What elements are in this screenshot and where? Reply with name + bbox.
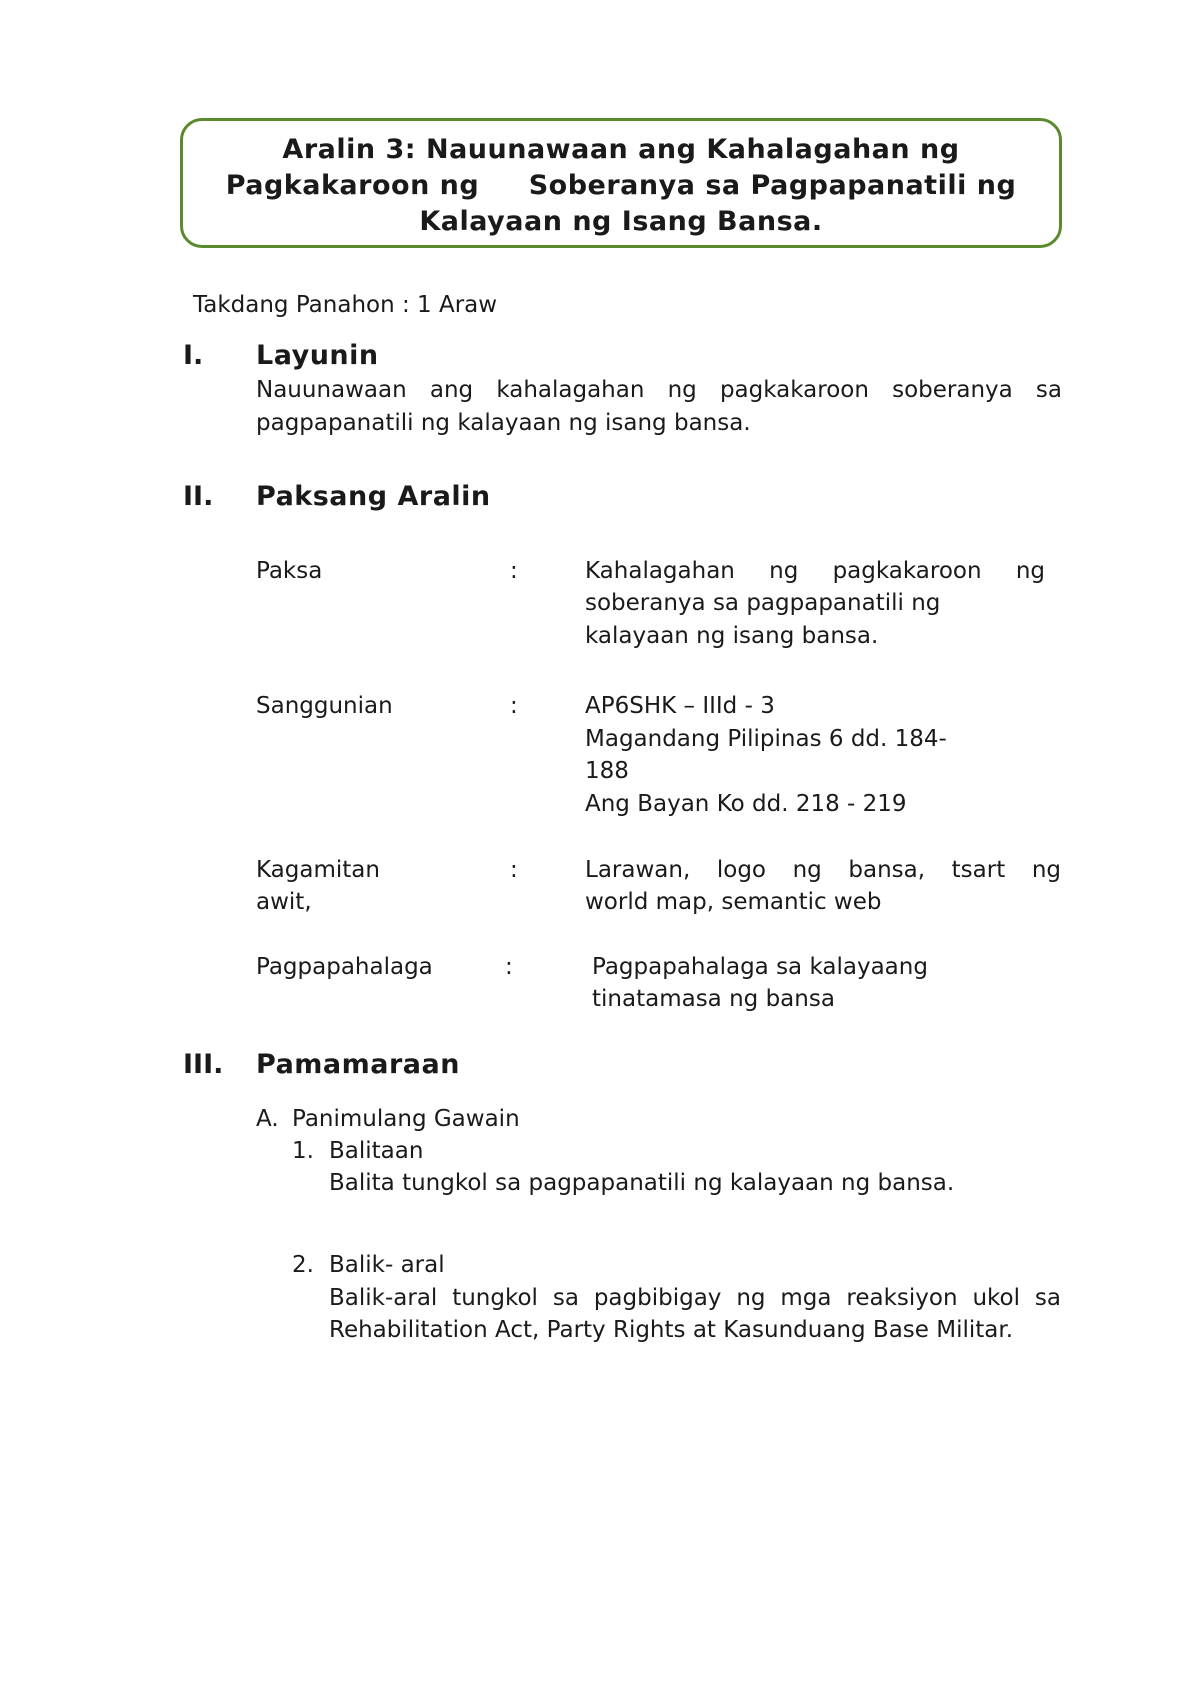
paksa-value-line-3: kalayaan ng isang bansa. [585,623,879,649]
pagpapahalaga-colon: : [505,954,513,980]
sanggunian-colon: : [510,693,518,719]
time-allotment: Takdang Panahon : 1 Araw [193,292,498,318]
kagamitan-value-line-1: Larawan, logo ng bansa, tsart ng [585,857,1061,883]
paksa-label: Paksa [256,558,323,584]
item-2-title: Balik- aral [329,1252,445,1278]
section-2-heading: Paksang Aralin [256,481,491,512]
paksa-colon: : [510,558,518,584]
kagamitan-label-line-2: awit, [256,889,312,915]
lesson-title-line-1: Aralin 3: Nauunawaan ang Kahalagahan ng [282,134,960,165]
sanggunian-label: Sanggunian [256,693,393,719]
sanggunian-value-line-1: AP6SHK – IIId - 3 [585,693,775,719]
item-1-title: Balitaan [329,1138,424,1164]
item-2-marker: 2. [292,1252,314,1278]
objective-line-2: pagpapanatili ng kalayaan ng isang bansa. [256,410,751,436]
lesson-title-line-3: Kalayaan ng Isang Bansa. [419,206,823,237]
item-2-description-line-1: Balik-aral tungkol sa pagbibigay ng mga reaksiyon ukol sa [329,1285,1061,1311]
subsection-a-marker: A. [256,1106,279,1132]
section-3-numeral: III. [183,1049,224,1080]
paksa-value-line-2: soberanya sa pagpapanatili ng [585,590,941,616]
kagamitan-label: Kagamitan [256,857,380,883]
section-1-numeral: I. [183,340,204,371]
section-3-heading: Pamamaraan [256,1049,460,1080]
kagamitan-value-line-2: world map, semantic web [585,889,882,915]
pagpapahalaga-value-line-1: Pagpapahalaga sa kalayaang [592,954,928,980]
subsection-a-label: Panimulang Gawain [292,1106,520,1132]
item-1-marker: 1. [292,1138,314,1164]
objective-line-1: Nauunawaan ang kahalagahan ng pagkakaroon soberanya sa [256,377,1062,403]
section-2-numeral: II. [183,481,214,512]
item-1-description: Balita tungkol sa pagpapanatili ng kalayaan ng bansa. [329,1170,955,1196]
pagpapahalaga-label: Pagpapahalaga [256,954,433,980]
item-2-description-line-2: Rehabilitation Act, Party Rights at Kasunduang Base Militar. [329,1317,1014,1343]
lesson-title-line-2: Pagkakaroon ng Soberanya sa Pagpapanatili ng [225,170,1017,201]
pagpapahalaga-value-line-2: tinatamasa ng bansa [592,986,835,1012]
sanggunian-value-line-4: Ang Bayan Ko dd. 218 - 219 [585,791,907,817]
paksa-value-line-1: Kahalagahan ng pagkakaroon ng [585,558,1045,584]
sanggunian-value-line-3: 188 [585,758,629,784]
kagamitan-colon: : [510,857,518,883]
sanggunian-value-line-2: Magandang Pilipinas 6 dd. 184- [585,726,947,752]
section-1-heading: Layunin [256,340,379,371]
